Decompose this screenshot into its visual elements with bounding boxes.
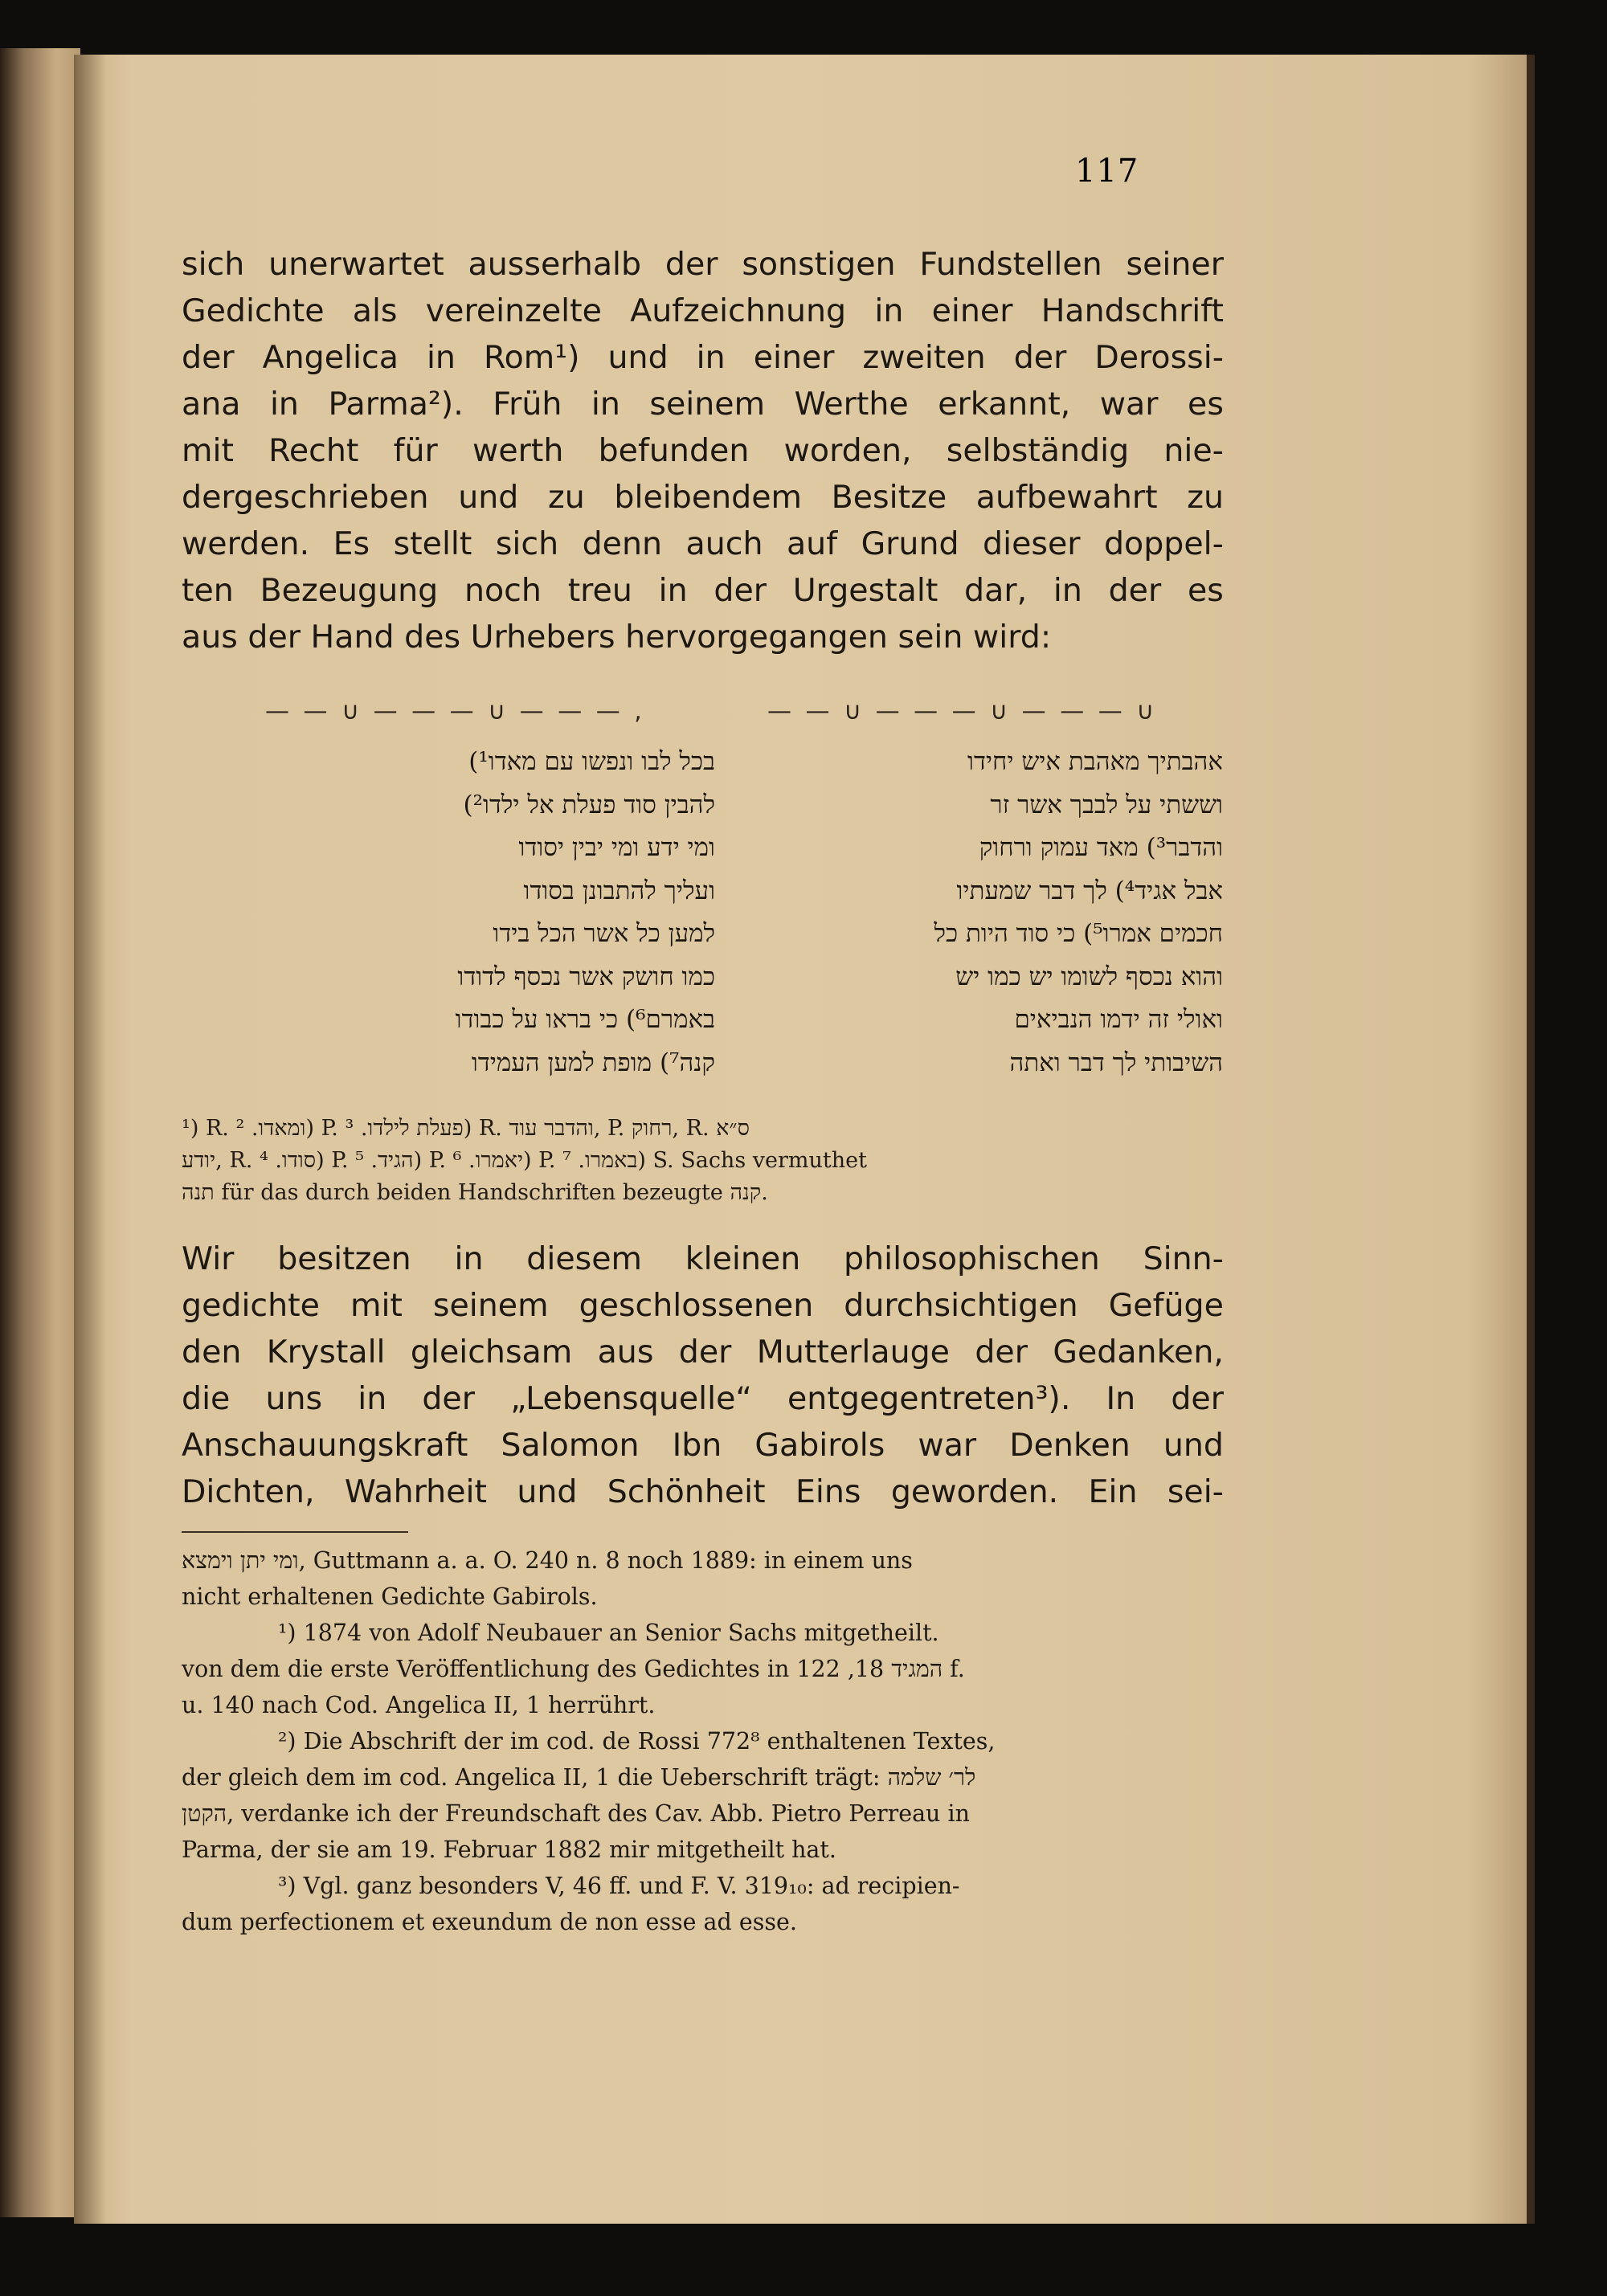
word: stellt <box>393 525 472 562</box>
meter-scheme-right: — — ∪ — — — ∪ — — — ∪ <box>767 697 1158 725</box>
poem-line: ואולי זה ידמו הנביאים <box>1014 1005 1223 1034</box>
word: Ibn <box>672 1427 722 1464</box>
word: es <box>1187 572 1224 609</box>
variant-note-line: ¹) R. ומאדו. ²) P. פעלת לילדו. ³) R. והדבר עוד, P. רחוק, R. ס״א <box>182 1116 750 1141</box>
text-line <box>182 241 1224 288</box>
word: In <box>1106 1380 1136 1417</box>
word: zu <box>1187 479 1224 516</box>
poem-line: אהבתיך מאהבת איש יחידו <box>967 747 1223 776</box>
word: Gedichte <box>182 292 325 329</box>
word: aufbewahrt <box>975 479 1158 516</box>
word: Schönheit <box>607 1473 766 1510</box>
poem-line: למען כל אשר הכל בידו <box>493 919 715 948</box>
poem-column-right <box>771 741 1223 1085</box>
variant-note-line: תנה für das durch beiden Handschriften bezeugte קנה. <box>182 1180 768 1205</box>
word: Denken <box>1009 1427 1131 1464</box>
word: für <box>393 432 438 469</box>
poem-line: ומי ידע ומי יבין יסודו <box>518 833 715 862</box>
poem-line: וששתי על לבבך אשר זר <box>990 790 1223 819</box>
word: erkannt, <box>938 386 1071 423</box>
word: in <box>1053 572 1082 609</box>
word: durchsichtigen <box>844 1287 1078 1324</box>
word: sei- <box>1167 1473 1224 1510</box>
meter-scheme-left: — — ∪ — — — ∪ — — — , <box>265 697 645 725</box>
word: werth <box>472 432 564 469</box>
word: Eins <box>795 1473 861 1510</box>
left-page-edge <box>0 48 80 2217</box>
word: sich <box>495 525 559 562</box>
word: in <box>454 1240 484 1277</box>
word: Derossi- <box>1094 339 1224 376</box>
word: und <box>1163 1427 1224 1464</box>
text-line <box>182 381 1224 427</box>
word: der <box>182 339 235 376</box>
word: besitzen <box>277 1240 411 1277</box>
text-line <box>182 1375 1224 1422</box>
page-number: 117 <box>1075 153 1139 190</box>
word: Handschrift <box>1041 292 1224 329</box>
word: Besitze <box>831 479 947 516</box>
poem-line: ועליך להתבונן בסודו <box>523 876 715 905</box>
word: der <box>1108 572 1162 609</box>
word: Es <box>333 525 370 562</box>
word: einer <box>931 292 1013 329</box>
text-line <box>182 1422 1224 1469</box>
variant-notes <box>182 1113 1224 1209</box>
word: selbständig <box>946 432 1130 469</box>
word: Aufzeichnung <box>630 292 847 329</box>
word: Anschauungskraft <box>182 1427 468 1464</box>
word: „Lebensquelle“ <box>510 1380 752 1417</box>
word: in <box>358 1380 387 1417</box>
word: Mutterlauge <box>756 1334 950 1371</box>
footnotes <box>182 1542 1224 1940</box>
word: Salomon <box>501 1427 640 1464</box>
word: der <box>678 1334 732 1371</box>
word: zu <box>548 479 585 516</box>
word: vereinzelte <box>425 292 602 329</box>
word: treu <box>567 572 632 609</box>
poem-line: כמו חושק אשר נכסף לדודו <box>457 962 715 991</box>
word: mit <box>182 432 234 469</box>
word: gedichte <box>182 1287 320 1324</box>
spine-shadow <box>74 55 106 2224</box>
word: seiner <box>1126 246 1224 283</box>
text-line <box>182 288 1224 334</box>
word: und <box>517 1473 578 1510</box>
word: geworden. <box>890 1473 1059 1510</box>
footnote-line: הקטן, verdanke ich der Freundschaft des Cav. Abb. Pietro Perreau in <box>182 1800 970 1827</box>
word: entgegentreten³). <box>787 1380 1071 1417</box>
text-line <box>182 334 1224 381</box>
word: einer <box>753 339 835 376</box>
word: es <box>1188 386 1224 423</box>
text-line <box>182 567 1224 614</box>
word: Urgestalt <box>792 572 938 609</box>
poem-line: קנה⁷) מופת למען העמידו <box>471 1048 715 1077</box>
word: Sinn- <box>1143 1240 1224 1277</box>
word: ana <box>182 386 241 423</box>
word: Recht <box>268 432 359 469</box>
word: ten <box>182 572 234 609</box>
word: der <box>422 1380 475 1417</box>
word: und <box>607 339 669 376</box>
word: werden. <box>182 525 310 562</box>
poem-line: חכמים אמרו⁵) כי סוד היות כל <box>934 919 1223 948</box>
word: der <box>1013 339 1067 376</box>
word: den <box>182 1334 242 1371</box>
word: in <box>658 572 688 609</box>
paragraph-2 <box>182 1236 1224 1515</box>
word: in <box>696 339 726 376</box>
word: befunden <box>598 432 750 469</box>
word: seinem <box>432 1287 549 1324</box>
word: war <box>1099 386 1159 423</box>
footnote-separator <box>182 1531 408 1533</box>
word: Rom¹) <box>483 339 580 376</box>
word: worden, <box>783 432 912 469</box>
text-line <box>182 1469 1224 1515</box>
word: noch <box>464 572 542 609</box>
word: Früh <box>493 386 562 423</box>
text-line: aus der Hand des Urhebers hervorgegangen sein wird: <box>182 619 1052 656</box>
footnote-line: Parma, der sie am 19. Februar 1882 mir mitgetheilt hat. <box>182 1836 836 1863</box>
text-line <box>182 1236 1224 1282</box>
word: Werthe <box>794 386 909 423</box>
word: nie- <box>1163 432 1224 469</box>
poem-line: והוא נכסף לשומו יש כמו יש <box>955 962 1223 991</box>
footnote-line: ומי יתן וימצא, Guttmann a. a. O. 240 n. 8 noch 1889: in einem uns <box>182 1547 913 1574</box>
word: Bezeugung <box>260 572 439 609</box>
poem-line: באמרם⁶) כי בראו על כבודו <box>455 1005 715 1034</box>
footnote-line: ²) Die Abschrift der im cod. de Rossi 772⁸ enthaltenen Textes, <box>278 1728 996 1755</box>
text-line <box>182 427 1224 474</box>
word: kleinen <box>685 1240 801 1277</box>
word: gleichsam <box>410 1334 573 1371</box>
word: die <box>182 1380 231 1417</box>
word: der <box>714 572 767 609</box>
word: der <box>975 1334 1028 1371</box>
word: auf <box>786 525 838 562</box>
word: philosophischen <box>844 1240 1100 1277</box>
text-line <box>182 474 1224 521</box>
word: Krystall <box>266 1334 386 1371</box>
word: diesem <box>526 1240 642 1277</box>
footnote-line: ¹) 1874 von Adolf Neubauer an Senior Sachs mitgetheilt. <box>278 1620 939 1646</box>
word: als <box>352 292 398 329</box>
footnote-line: von dem die erste Veröffentlichung des Gedichtes in המגיד 18, 122 f. <box>182 1656 965 1682</box>
poem-line: והדבר³) מאד עמוק ורחוק <box>979 833 1223 862</box>
text-line <box>182 1329 1224 1375</box>
footnote-line: nicht erhaltenen Gedichte Gabirols. <box>182 1583 598 1610</box>
word: auch <box>685 525 763 562</box>
word: unerwartet <box>268 246 444 283</box>
word: in <box>426 339 456 376</box>
footnote-line: ³) Vgl. ganz besonders V, 46 ff. und F. V. 319₁₀: ad recipien- <box>278 1873 960 1899</box>
poem-line: השיבותי לך דבר ואתה <box>1009 1048 1223 1077</box>
word: Gabirols <box>754 1427 885 1464</box>
footnote-line: der gleich dem im cod. Angelica II, 1 die Ueberschrift trägt: לר׳ שלמה <box>182 1764 976 1791</box>
poem-line: להבין סוד פעלת אל ילדו²) <box>463 790 715 819</box>
word: Ein <box>1088 1473 1138 1510</box>
word: dieser <box>983 525 1081 562</box>
poem-line: בכל לבו ונפשו עם מאדו¹) <box>468 747 715 776</box>
word: denn <box>582 525 663 562</box>
word: doppel- <box>1103 525 1224 562</box>
variant-note-line: יודע, R. סודו. ⁴) P. הגיד. ⁵) P. יאמרו. ⁶) P. באמרו. ⁷) S. Sachs vermuthet <box>182 1148 867 1173</box>
word: war <box>918 1427 977 1464</box>
word: in <box>874 292 904 329</box>
footnote-line: dum perfectionem et exeundum de non esse ad esse. <box>182 1909 797 1935</box>
word: und <box>458 479 519 516</box>
word: Grund <box>861 525 959 562</box>
poem-column-left <box>265 741 715 1085</box>
word: Gedanken, <box>1053 1334 1224 1371</box>
word: Dichten, <box>182 1473 315 1510</box>
text-line <box>182 1282 1224 1329</box>
word: Angelica <box>262 339 399 376</box>
word: ausserhalb <box>468 246 642 283</box>
word: uns <box>265 1380 323 1417</box>
word: geschlossenen <box>579 1287 814 1324</box>
word: der <box>664 246 718 283</box>
word: bleibendem <box>614 479 803 516</box>
word: sonstigen <box>742 246 896 283</box>
word: sich <box>182 246 245 283</box>
word: Wir <box>182 1240 235 1277</box>
word: in <box>591 386 620 423</box>
word: Gefüge <box>1108 1287 1224 1324</box>
word: aus <box>597 1334 654 1371</box>
word: Fundstellen <box>919 246 1102 283</box>
word: dergeschrieben <box>182 479 429 516</box>
poem-line: אבל אגיד⁴) לך דבר שמעתיו <box>956 876 1223 905</box>
text-line <box>182 521 1224 567</box>
word: seinem <box>649 386 766 423</box>
word: Parma²). <box>328 386 464 423</box>
paragraph-1 <box>182 241 1224 660</box>
word: mit <box>350 1287 403 1324</box>
word: Wahrheit <box>344 1473 487 1510</box>
word: zweiten <box>862 339 986 376</box>
footnote-line: u. 140 nach Cod. Angelica II, 1 herrührt. <box>182 1692 656 1718</box>
word: dar, <box>964 572 1028 609</box>
word: der <box>1171 1380 1224 1417</box>
word: in <box>269 386 299 423</box>
